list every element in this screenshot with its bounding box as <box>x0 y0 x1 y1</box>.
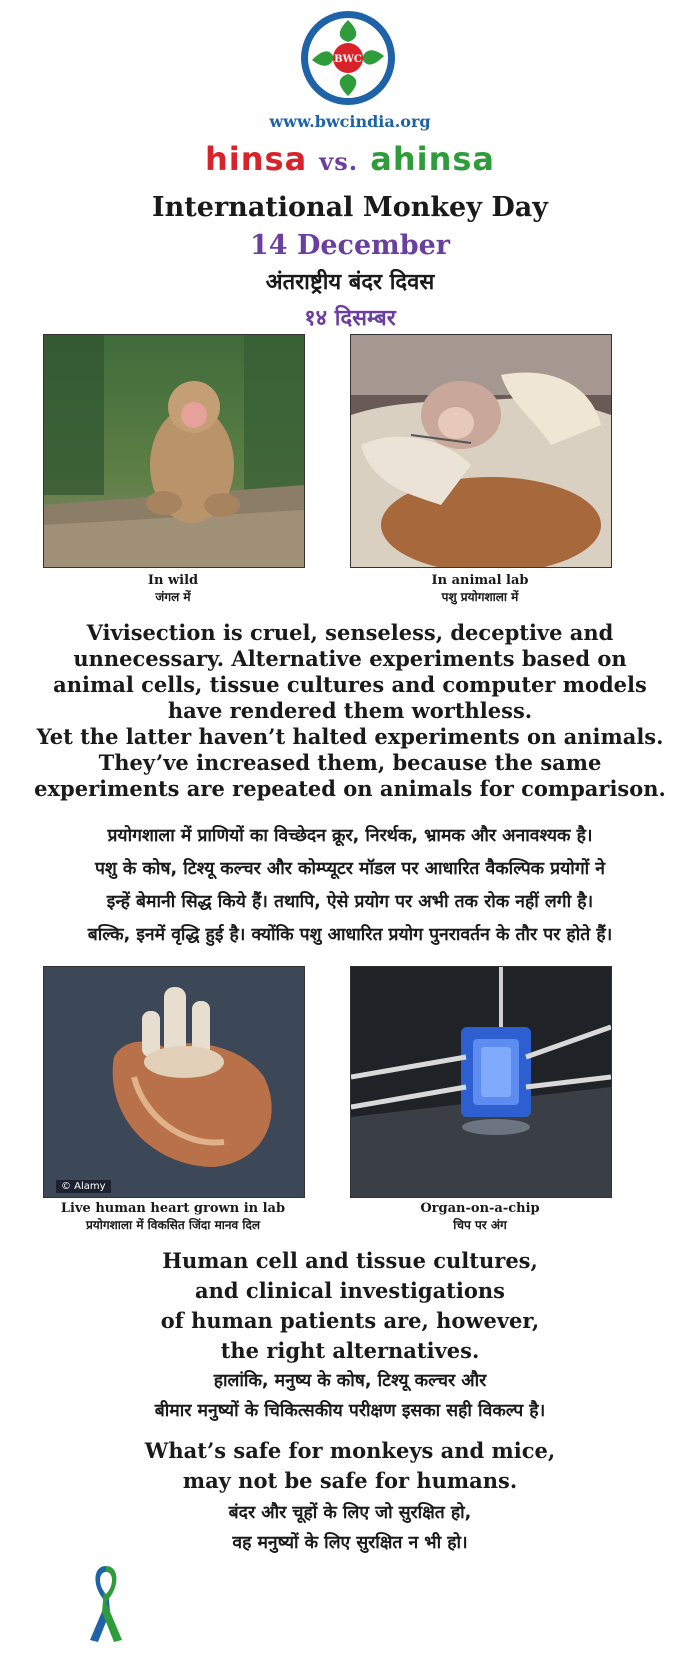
slogan-ahinsa: ahinsa <box>370 140 496 178</box>
paragraph-line: इन्हें बेमानी सिद्ध किये हैं। तथापि, ऐसे प्रयोग पर अभी तक रोक नहीं लगी है। <box>106 892 594 912</box>
paragraph-line: वह मनुष्यों के लिए सुरक्षित न भी हो। <box>232 1533 468 1553</box>
paragraph-line: They’ve increased them, because the same <box>98 750 602 775</box>
paragraph-line: What’s safe for monkeys and mice, <box>144 1438 556 1463</box>
caption-organ-chip <box>340 1200 620 1234</box>
alternatives-text <box>0 1246 700 1366</box>
paragraph-line: of human patients are, however, <box>160 1308 540 1333</box>
paragraph-line: प्रयोगशाला में प्राणियों का विच्छेदन क्रूर, निरर्थक, भ्रामक और अनावश्यक है। <box>107 826 593 846</box>
paragraph-line: the right alternatives. <box>220 1338 480 1363</box>
logo-text: BWC <box>334 54 362 65</box>
paragraph-line: बीमार मनुष्यों के चिकित्सकीय परीक्षण इसका सही विकल्प है। <box>154 1401 546 1421</box>
caption-lab-heart <box>33 1200 313 1234</box>
page-title-hindi: अंतराष्ट्रीय बंदर दिवस <box>265 270 435 295</box>
caption-hi: पशु प्रयोगशाला में <box>441 590 519 604</box>
paragraph-line: बल्कि, इनमें वृद्धि हुई है। क्योंकि पशु आधारित प्रयोग पुनरावर्तन के तौर पर होते हैं। <box>87 925 613 945</box>
photo-monkey-in-lab <box>350 334 612 568</box>
photo-monkey-in-wild <box>43 334 305 568</box>
closing-text <box>0 1436 700 1496</box>
caption-en: In animal lab <box>431 573 529 588</box>
slogan-hinsa: hinsa <box>204 140 308 178</box>
paragraph-line: हालांकि, मनुष्य के कोष, टिश्यू कल्चर और <box>213 1371 487 1391</box>
caption-en: Live human heart grown in lab <box>60 1201 286 1216</box>
photo-organ-on-chip <box>350 966 612 1198</box>
caption-en: In wild <box>147 573 199 588</box>
caption-in-wild <box>33 572 313 606</box>
paragraph-line: Yet the latter haven’t halted experiments on animals. <box>36 724 664 749</box>
vivisection-paragraph <box>0 620 700 802</box>
awareness-ribbon-icon <box>84 1562 128 1644</box>
paragraph-line: animal cells, tissue cultures and computer models <box>53 672 647 697</box>
caption-in-lab <box>340 572 620 606</box>
caption-hi: जंगल में <box>155 590 191 604</box>
paragraph-line: have rendered them worthless. <box>167 698 533 723</box>
slogan-vs: vs. <box>319 147 359 176</box>
paragraph-line: may not be safe for humans. <box>182 1468 518 1493</box>
website-url[interactable]: www.bwcindia.org <box>269 112 431 131</box>
event-date: 14 December <box>249 230 451 261</box>
paragraph-line: and clinical investigations <box>195 1278 505 1303</box>
event-date-hindi: १४ दिसम्बर <box>304 306 396 331</box>
slogan <box>0 140 700 178</box>
closing-text-hindi <box>0 1498 700 1558</box>
caption-hi: प्रयोगशाला में विकसित जिंदा मानव दिल <box>85 1218 260 1232</box>
page-title: International Monkey Day <box>152 192 548 223</box>
vivisection-paragraph-hindi <box>0 820 700 952</box>
bwc-logo-icon <box>298 8 398 108</box>
image-credit: © Alamy <box>56 1180 111 1193</box>
paragraph-line: unnecessary. Alternative experiments based on <box>73 646 627 671</box>
photo-lab-grown-heart <box>43 966 305 1198</box>
caption-hi: चिप पर अंग <box>453 1218 507 1232</box>
paragraph-line: Vivisection is cruel, senseless, deceptive and <box>86 620 614 645</box>
caption-en: Organ-on-a-chip <box>420 1201 540 1216</box>
paragraph-line: पशु के कोष, टिश्यू कल्चर और कोम्प्यूटर मॉडल पर आधारित वैकल्पिक प्रयोगों ने <box>94 859 606 879</box>
paragraph-line: बंदर और चूहों के लिए जो सुरक्षित हो, <box>228 1503 472 1523</box>
paragraph-line: experiments are repeated on animals for comparison. <box>34 776 666 801</box>
alternatives-text-hindi <box>0 1366 700 1426</box>
paragraph-line: Human cell and tissue cultures, <box>162 1248 538 1273</box>
